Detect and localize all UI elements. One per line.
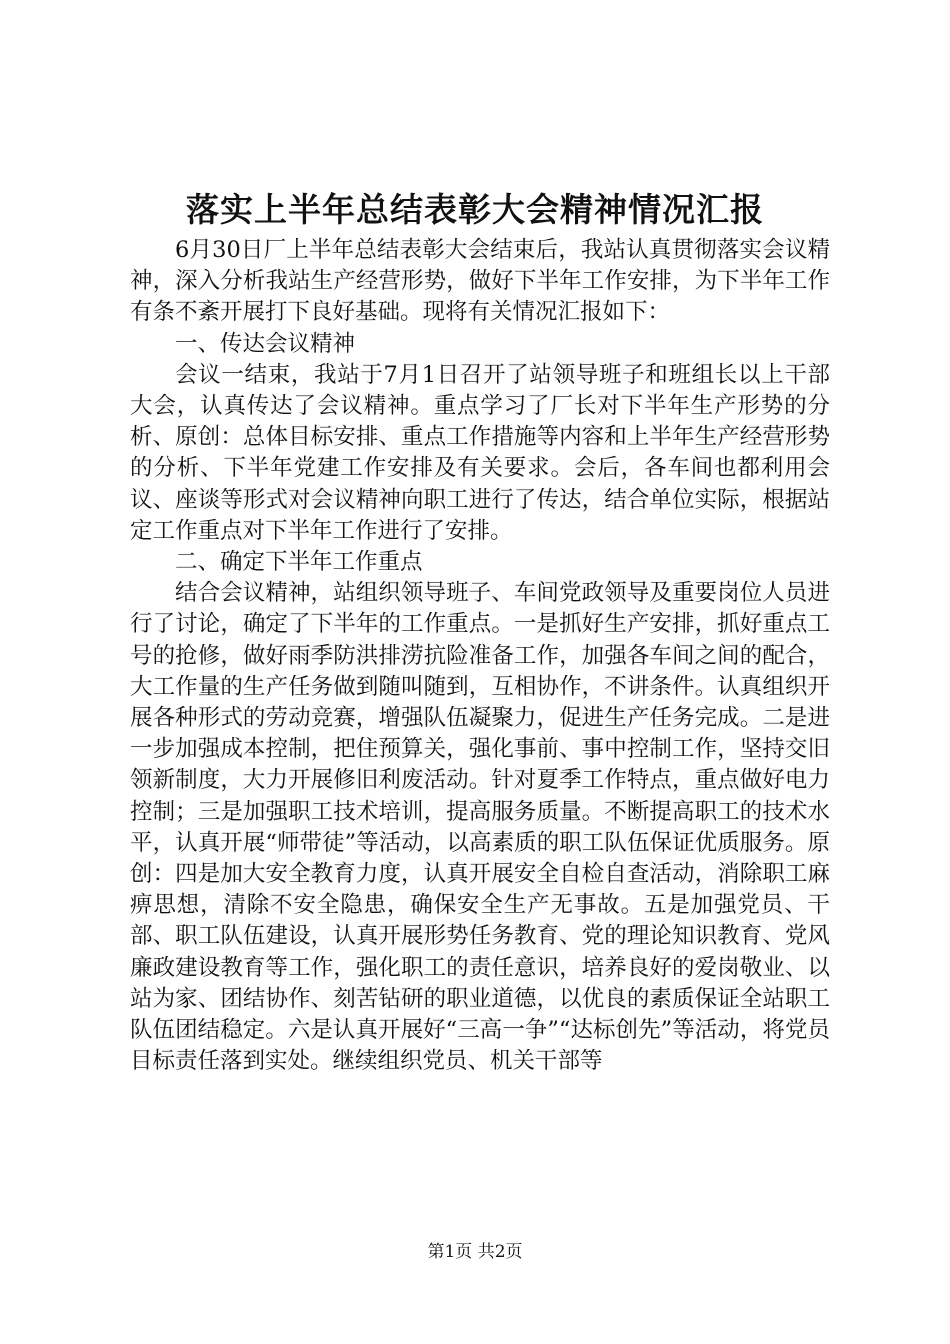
- intro-paragraph: 6月30日厂上半年总结表彰大会结束后，我站认真贯彻落实会议精神，深入分析我站生产经营形势，做好下半年工作安排，为下半年工作有条不紊开展打下良好基础。现将有关情况汇报如下：: [130, 237, 830, 326]
- document-title: 落实上半年总结表彰大会精神情况汇报: [186, 190, 764, 229]
- section-2-paragraph: 结合会议精神，站组织领导班子、车间党政领导及重要岗位人员进行了讨论，确定了下半年的工作重点。一是抓好生产安排，抓好重点工号的抢修，做好雨季防洪排涝抗险准备工作，加强各车间之间的配合，大工作量的生产任务做到随叫随到，互相协作，不讲条件。认真组织开展各种形式的劳动竞赛，增强队伍凝聚力，促进生产任务完成。二是进一步加强成本控制，把住预算关，强化事前、事中控制工作，坚持交旧领新制度，大力开展修旧利废活动。针对夏季工作特点，重点做好电力控制；三是加强职工技术培训，提高服务质量。不断提高职工的技术水平，认真开展“师带徒”等活动，以高素质的职工队伍保证优质服务。原创：四是加大安全教育力度，认真开展安全自检自查活动，消除职工麻痹思想，清除不安全隐患，确保安全生产无事故。五是加强党员、干部、职工队伍建设，认真开展形势任务教育、党的理论知识教育、党风廉政建设教育等工作，强化职工的责任意识，培养良好的爱岗敬业、以站为家、团结协作、刻苦钻研的职业道德，以优良的素质保证全站职工队伍团结稳定。六是认真开展好“三高一争”“达标创先”等活动，将党员目标责任落到实处。继续组织党员、机关干部等: [130, 580, 830, 1075]
- document-body: [130, 235, 830, 1077]
- page-footer: 第1页 共2页: [427, 1242, 523, 1262]
- section-heading-1: 一、传达会议精神: [175, 330, 356, 357]
- section-1-paragraph: 会议一结束，我站于7月1日召开了站领导班子和班组长以上干部大会，认真传达了会议精神。重点学习了厂长对下半年生产形势的分析、原创：总体目标安排、重点工作措施等内容和上半年生产经营形势的分析、下半年党建工作安排及有关要求。会后，各车间也都利用会议、座谈等形式对会议精神向职工进行了传达，结合单位实际，根据站定工作重点对下半年工作进行了安排。: [130, 361, 830, 544]
- section-heading-2: 二、确定下半年工作重点: [175, 549, 423, 576]
